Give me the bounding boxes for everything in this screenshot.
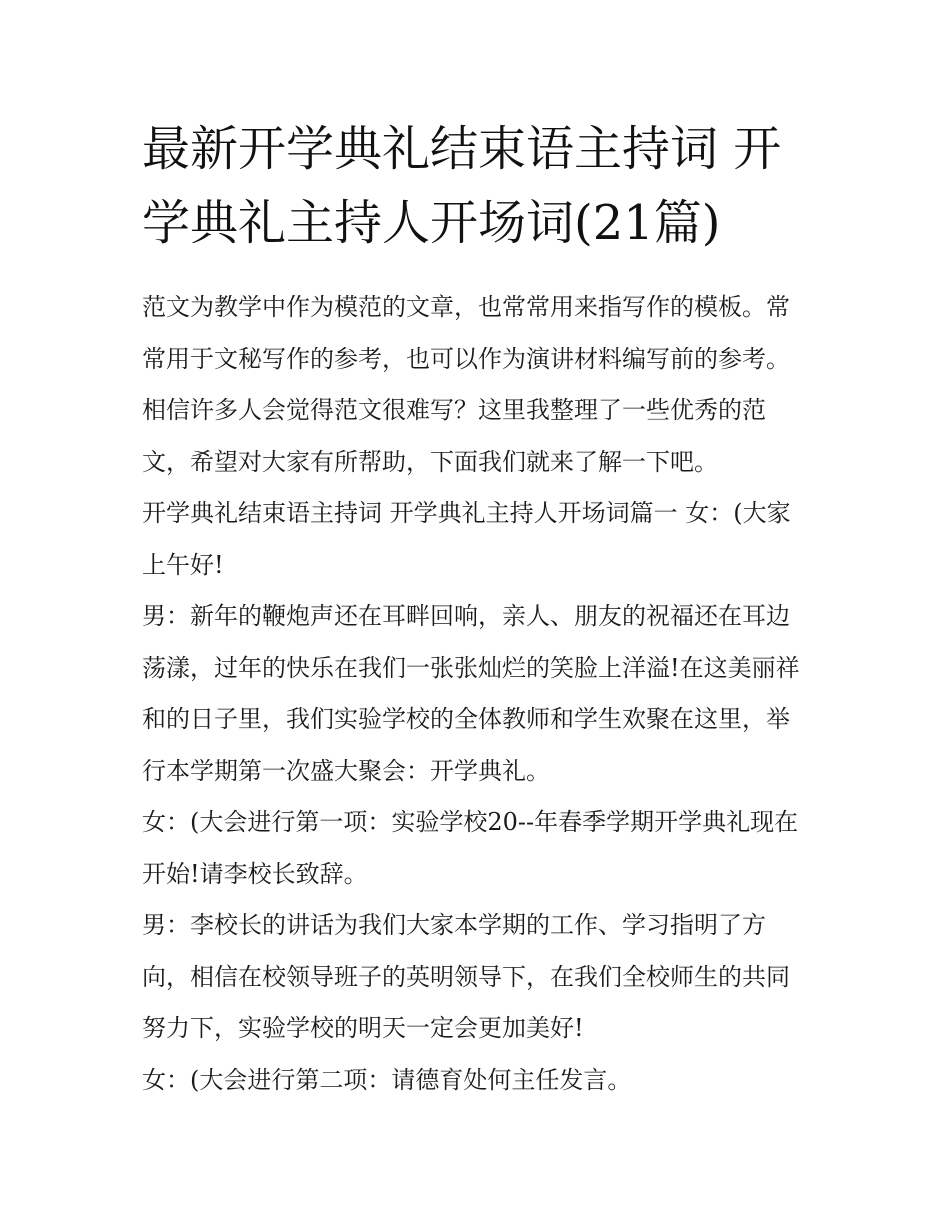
paragraph-intro: 范文为教学中作为模范的文章，也常常用来指写作的模板。常常用于文秘写作的参考，也可以作为演讲材料编写前的参考。相信许多人会觉得范文很难写？这里我整理了一些优秀的范文，希望对大家有所帮助，下面我们就来了解一下吧。 <box>142 293 790 476</box>
paragraph-2: 男：新年的鞭炮声还在耳畔回响，亲人、朋友的祝福还在耳边荡漾，过年的快乐在我们一张张灿烂的笑脸上洋溢!在这美丽祥和的日子里，我们实验学校的全体教师和学生欢聚在这里，举行本学期第一次盛大聚会：开学典礼。 <box>142 602 800 785</box>
document-title: 最新开学典礼结束语主持词 开学典礼主持人开场词(21篇) <box>142 121 782 251</box>
paragraph-3: 女：(大会进行第一项：实验学校20--年春季学期开学典礼现在开始!请李校长致辞。 <box>142 808 799 888</box>
paragraph-5: 女：(大会进行第二项：请德育处何主任发言。 <box>142 1065 632 1094</box>
paragraph-4: 男：李校长的讲话为我们大家本学期的工作、学习指明了方向，相信在校领导班子的英明领导下，在我们全校师生的共同努力下，实验学校的明天一定会更加美好! <box>142 911 790 1042</box>
paragraph-1: 开学典礼结束语主持词 开学典礼主持人开场词篇一 女：(大家上午好! <box>142 499 791 579</box>
document-body <box>142 282 812 1106</box>
